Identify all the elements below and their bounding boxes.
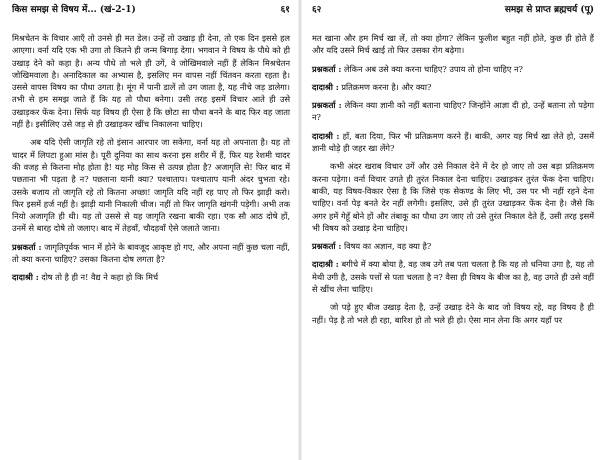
dialogue-text: जागृतिपूर्वक भान में होने के बावजूद आकृष्ट हो गए, और अपना नहीं कुछ चला नहीं, तो क्या करना चाहिए? उसका कितना दोष लगता है? [12, 241, 290, 265]
speaker-label: दादाश्री : [312, 130, 340, 141]
dialogue-paragraph [312, 130, 594, 155]
left-running-head [12, 4, 290, 18]
left-page [0, 0, 296, 460]
dialogue-text: दोष तो है ही न! वैद्य ने कहा हो कि मिर्च [41, 272, 159, 283]
body-paragraph: कभी अंदर खराब विचार उगें और उसे निकाल देने में देर हो जाए तो उस बड़ा प्रतिक्रमण करना पड़ेगा। वर्ना विचार उगते ही तुरंत निकाल देना चाहिए। उखाड़कर तुरंत फेंक देना चाहिए। बाकी, यह विषय-विकार ऐसा है कि जिसे एक सेकण्ड के लिए भी, उस पर भी नहीं रहने देना चाहिए। वर्ना पेड़ बनते देर नहीं लगेगी। इसलिए, उसे ही तुरंत उखाड़कर फेंक देना है। जैसे कि अगर हमें गेहूँ बोने हों और तंबाकू का पौधा उग जाए तो उसे तुरंत निकाल देते हैं, उसी तरह इसमें भी विषय को उखाड़ देना चाहिए। [312, 161, 594, 233]
dialogue-paragraph [312, 258, 594, 295]
dialogue-text: लेकिन अब उसे क्या करना चाहिए? उपाय तो होना चाहिए न? [344, 63, 523, 74]
right-page-number: ६२ [312, 5, 322, 15]
dialogue-text: विषय का अज्ञान, वह क्या है? [344, 241, 432, 252]
dialogue-paragraph [312, 63, 594, 75]
right-running-head [312, 4, 594, 18]
body-paragraph: मिश्रचेतन के विचार आएँ तो उनसे ही मत डेल। उन्हें तो उखाड़ ही देना, तो एक दिन इससे हल आएगा। वर्ना यदि एक भी उगा तो कितने ही जन्म बिगाड़ देगा। भगवान ने विषय के पौधे को ही उखाड़ देने को कहा है। अन्य पौधे तो भले ही उगें, वे जोखिमवाले नहीं हैं लेकिन मिश्रचेतन जोखिमवाला है। अनादिकाल का अभ्यास है, इसलिए मन वापस नहीं चिंतवन करता रहता है। उससे वापस विषय का पौधा उगता है। मूंग में पानी डालें तो उग जाता है, यह नीचे जड़ डालेगा। तभी से हम समझ जाते हैं कि यह तो पौधा बनेगा। उसी तरह इसमें विचार आते ही उसे उखाड़कर फेंक देना। सिर्फ यह विषय ही ऐसा है कि छोटा सा पौधा बनने के बाद फिर वह जाता नहीं है। इसीलिए उसे जड़ से ही उखाड़कर खींच निकालना चाहिए। [12, 33, 290, 130]
right-page-body [312, 32, 594, 326]
speaker-label: प्रश्नकर्ता : [312, 100, 342, 111]
speaker-label: दादाश्री : [312, 81, 339, 92]
speaker-label: दादाश्री : [312, 259, 339, 270]
book-gutter [298, 0, 302, 460]
dialogue-paragraph [312, 81, 594, 93]
speaker-label: प्रश्नकर्ता : [12, 241, 42, 252]
right-header-title: समझ से प्राप्त ब्रह्मचर्य (पू) [504, 5, 594, 15]
dialogue-paragraph [312, 99, 594, 124]
dialogue-paragraph [12, 241, 290, 266]
right-page [304, 0, 600, 460]
body-paragraph: अब यदि ऐसी जागृति रहे तो इंसान आरपार जा सकेगा, वर्ना यह तो अपनाता है। यह तो चादर में लिपटा हुआ मांस है। पूरी दुनिया का साथ करना इस शरीर में हैं, फिर यह रेशमी चादर की वजह से कितना मोह होता है! यह मोह किस से उत्पन्न होता है? अजागृति से! फिर बाद में पछताना भी पड़ता है न? पछताना यानी क्या? पश्चाताप। पश्चाताप यानी अंदर चुभता रहे। उसके बजाय तो जागृति रहे तो कितना अच्छा! जागृति यदि नहीं रह पाए तो फिर झाड़ी करो। फिर इसमें हर्ज नहीं है। झाड़ी यानी निकाली चीज। नहीं तो फिर जागृति खंगनी पड़ेगी। अभी तक नियो अजागृति ही थी। यह तो उससे से यह जागृति रखना बाकी रहा। एक सौ आठ दोषे हों, उनमें से बारह दोषे तो जलाए। बाद में तेहवाँ, चौदहवाँ ऐसे जलाते जाना। [12, 137, 290, 234]
body-paragraph: जो पड़े हुए बीज उखाड़ देता है, उन्हें उखाड़ देने के बाद जो विषय रहे, वह विषय है ही नहीं। पेड़ है तो भले ही रहा, बारिश हो तो भले ही हो। ऐसा मान लेना कि अगर यहाँ पर [312, 302, 594, 325]
dialogue-text: लेकिन क्या ज्ञानी को नहीं बताना चाहिए? जिन्होंने आज्ञा दी हो, उन्हें बताना तो पड़ेगा न? [312, 100, 594, 123]
dialogue-paragraph [312, 240, 594, 252]
speaker-label: प्रश्नकर्ता : [312, 241, 342, 252]
left-page-number: ६१ [280, 5, 290, 15]
dialogue-text: प्रतिक्रमण करना है। और क्या? [341, 81, 432, 92]
left-header-title: किस समझ से विषय में... (खं-2-1) [12, 5, 136, 15]
left-page-body [12, 32, 290, 284]
dialogue-paragraph [12, 271, 290, 283]
body-paragraph: मत खाना और हम मिर्च खा लें, तो क्या होगा? लेकिन फुलीश बहुत नहीं होते, कुछ ही होते हैं और यदि उसने मिर्च खाई तो फिर उसका रोग बढ़ेगा। [312, 33, 594, 56]
dialogue-text: हाँ, बता दिया, फिर भी प्रतिक्रमण करने हैं। बाकी, अगर यह मिर्च खा लेते हो, उसमें ज्ञानी थोड़े ही जहर खा लेंगे? [312, 130, 594, 154]
dialogue-text: बगीचे में क्या बोया है, वह जब उगे तब पता चलता है कि यह तो धनिया उगा है, यह तो मेथी उगी है, उसके पत्तों से पता चलता है न? वैसा ही विषय के बीज का है, वह उगते ही उसे वहीं से खींच लेना चाहिए। [312, 259, 595, 295]
speaker-label: दादाश्री : [12, 272, 39, 283]
speaker-label: प्रश्नकर्ता : [312, 63, 342, 74]
